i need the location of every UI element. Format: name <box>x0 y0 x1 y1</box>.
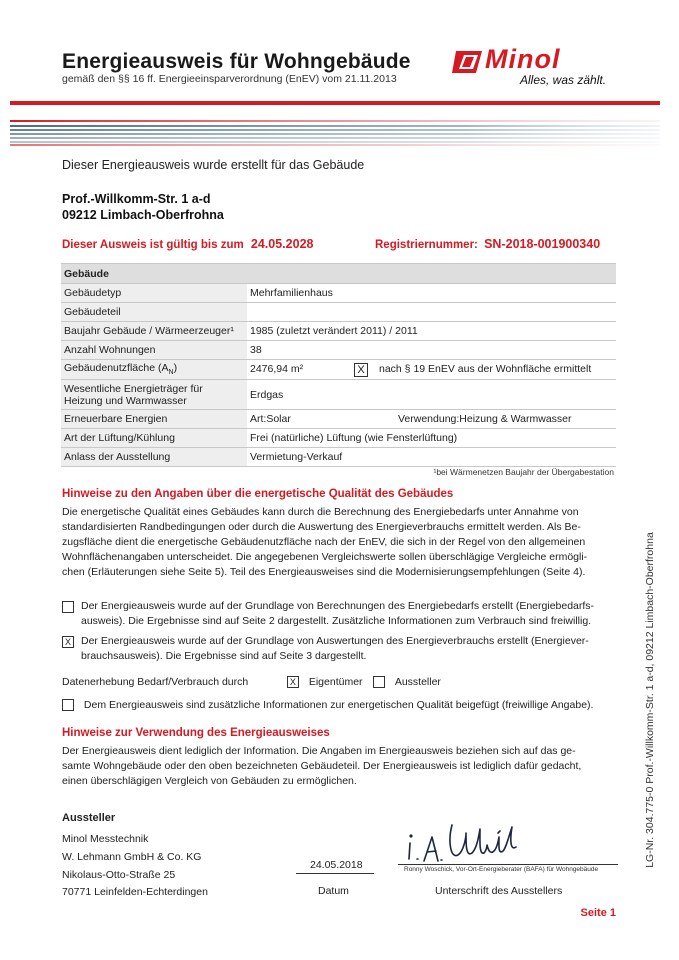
area-value: 2476,94 m² <box>250 362 304 375</box>
row-value: 1985 (zuletzt verändert 2011) / 2011 <box>247 322 616 341</box>
table-row <box>61 380 616 410</box>
table-row <box>61 410 616 429</box>
logo-wordmark: Minol <box>485 44 561 74</box>
verbrauch-checkbox[interactable]: X <box>62 636 74 648</box>
option-line: Der Energieausweis wurde auf der Grundlage von Berechnungen des Energiebedarfs erstellt (Energiebedarfs- <box>81 600 595 612</box>
usage-paragraph <box>62 744 615 789</box>
paragraph-line: zugsfläche dient die energetische Gebäudenutzfläche nach der EnEV, die sich in der Regel von den allgemeinen <box>62 536 586 548</box>
row-value: Erdgas <box>247 380 616 410</box>
eigentuemer-label: Eigentümer <box>308 676 363 688</box>
label-end: ) <box>173 362 178 375</box>
option-line: Der Energieausweis wurde auf der Grundlage von Auswertungen des Energieverbrauchs erstellt (Energiever- <box>81 635 589 647</box>
address-city: 09212 Limbach-Oberfrohna <box>62 208 224 222</box>
decorative-stripes <box>10 120 660 146</box>
row-label: Gebäudeteil <box>61 303 247 322</box>
label-sub: N <box>168 369 174 377</box>
intro-text: Dieser Energieausweis wurde erstellt für das Gebäude <box>62 158 365 172</box>
wohnflaeche-checkbox[interactable]: X <box>354 363 368 377</box>
row-label: Art der Lüftung/Kühlung <box>61 429 247 448</box>
option-line: ausweis). Die Ergebnisse sind auf Seite 2 dargestellt. Zusätzliche Informationen zum Verbrauch sind freiwillig. <box>81 615 592 627</box>
row-label: Gebäudetyp <box>61 284 247 303</box>
paragraph-line: einen überschlägigen Vergleich von Gebäuden zu ermöglichen. <box>62 775 357 787</box>
row-value: 38 <box>247 341 616 360</box>
aussteller-line: Minol Messtechnik <box>62 833 149 845</box>
row-value <box>247 303 616 322</box>
option-line: brauchsausweis). Die Ergebnisse sind auf Seite 3 dargestellt. <box>81 650 367 662</box>
paragraph-line: samte Wohngebäude oder den oben bezeichneten Gebäudeteil. Der Energieausweis ist lediglich dafür gedacht, <box>62 760 582 772</box>
row-value <box>247 410 616 429</box>
row-label <box>61 360 247 380</box>
paragraph-line: standardisierten Randbedingungen oder durch die Auswertung des Energieverbrauchs ermittelt werden. Als Be- <box>62 521 581 533</box>
renewable-type: Art:Solar <box>250 413 291 425</box>
row-value: Frei (natürliche) Lüftung (wie Fensterlüftung) <box>247 429 616 448</box>
handwritten-signature <box>400 815 525 870</box>
bedarf-checkbox[interactable] <box>62 601 74 613</box>
document-subtitle: gemäß den §§ 16 ff. Energieeinsparverordnung (EnEV) vom 21.11.2013 <box>62 73 397 85</box>
date-caption: Datum <box>318 885 349 897</box>
table-row <box>61 322 616 341</box>
aussteller-checkbox[interactable] <box>373 676 385 688</box>
row-label <box>61 380 247 410</box>
signature-line <box>398 864 618 865</box>
aussteller-line: 70771 Leinfelden-Echterdingen <box>62 886 208 898</box>
table-row <box>61 303 616 322</box>
row-label: Anlass der Ausstellung <box>61 448 247 467</box>
table-footnote: ¹bei Wärmenetzen Baujahr der Übergabestation <box>433 467 614 477</box>
section-heading-quality: Hinweise zu den Angaben über die energetische Qualität des Gebäudes <box>62 488 454 500</box>
registration-label: Registriernummer: <box>375 239 478 251</box>
row-value: Vermietung-Verkauf <box>247 448 616 467</box>
paragraph-line: Wohnflächenangaben unterscheidet. Die angegebenen Vergleichswerte sollen überschlägige Vergleiche ermögli- <box>62 551 588 563</box>
zusatz-checkbox[interactable] <box>62 699 74 711</box>
validity-line <box>62 237 313 251</box>
paragraph-line: chen (Erläuterungen siehe Seite 5). Teil des Energieausweises sind die Modernisierungsempfehlungen (Seite 4). <box>62 566 586 578</box>
address-street: Prof.-Willkomm-Str. 1 a-d <box>62 192 211 206</box>
aussteller-heading: Aussteller <box>62 812 116 824</box>
renewable-usage: Verwendung:Heizung & Warmwasser <box>398 413 572 425</box>
datenerhebung-label: Datenerhebung Bedarf/Verbrauch durch <box>62 676 249 688</box>
table-row <box>61 341 616 360</box>
logo-slogan: Alles, was zählt. <box>520 73 607 87</box>
document-title: Energieausweis für Wohngebäude <box>62 50 411 73</box>
row-label: Erneuerbare Energien <box>61 410 247 429</box>
aussteller-line: W. Lehmann GmbH & Co. KG <box>62 851 202 863</box>
option-datenerhebung <box>62 675 615 690</box>
option-zusatz <box>62 698 615 713</box>
zusatz-label: Dem Energieausweis sind zusätzliche Informationen zur energetischen Qualität beigefügt (freiwillige Angabe). <box>83 699 594 711</box>
table-header: Gebäude <box>61 264 616 284</box>
checkbox-label: nach § 19 EnEV aus der Wohnfläche ermittelt <box>379 362 592 375</box>
page-number: Seite 1 <box>580 907 616 919</box>
label-line: Wesentliche Energieträger für <box>64 382 203 395</box>
table-row <box>61 360 616 380</box>
signature-date: 24.05.2018 <box>310 859 363 871</box>
section-heading-usage: Hinweise zur Verwendung des Energieausweises <box>62 727 330 739</box>
signature-caption: Unterschrift des Ausstellers <box>435 885 563 897</box>
label-main: Gebäudenutzfläche (A <box>64 362 169 375</box>
registration-number: SN-2018-001900340 <box>484 237 601 251</box>
row-value: Mehrfamilienhaus <box>247 284 616 303</box>
option-bedarf <box>62 599 615 629</box>
header-rule <box>10 101 660 105</box>
row-label: Baujahr Gebäude / Wärmeerzeuger¹ <box>61 322 247 341</box>
table-row <box>61 429 616 448</box>
registration-line <box>375 237 600 251</box>
table-row <box>61 284 616 303</box>
building-table <box>61 263 616 467</box>
eigentuemer-checkbox[interactable]: X <box>287 676 299 688</box>
row-label: Anzahl Wohnungen <box>61 341 247 360</box>
table-header-row <box>61 264 616 284</box>
table-row <box>61 448 616 467</box>
quality-paragraph <box>62 505 615 580</box>
signer-name: Ronny Woschick, Vor-Ort-Energieberater (BAFA) für Wohngebäude <box>404 866 599 873</box>
aussteller-line: Nikolaus-Otto-Straße 25 <box>62 869 176 881</box>
aussteller-label: Aussteller <box>394 676 441 688</box>
label-line: Heizung und Warmwasser <box>64 394 187 407</box>
option-verbrauch <box>62 634 615 664</box>
side-reference: LG-Nr. 304.775-0 Prof.-Willkomm-Str. 1 a-d, 09212 Limbach-Oberfrohna <box>644 532 656 868</box>
paragraph-line: Der Energieausweis dient lediglich der Information. Die Angaben im Energieausweis beziehen sich auf das ge- <box>62 745 576 757</box>
validity-date: 24.05.2028 <box>250 237 314 251</box>
row-value <box>247 360 616 380</box>
date-line <box>296 873 374 874</box>
validity-label: Dieser Ausweis ist gültig bis zum <box>62 239 244 251</box>
paragraph-line: Die energetische Qualität eines Gebäudes kann durch die Berechnung des Energiebedarfs unter Annahme von <box>62 506 579 518</box>
